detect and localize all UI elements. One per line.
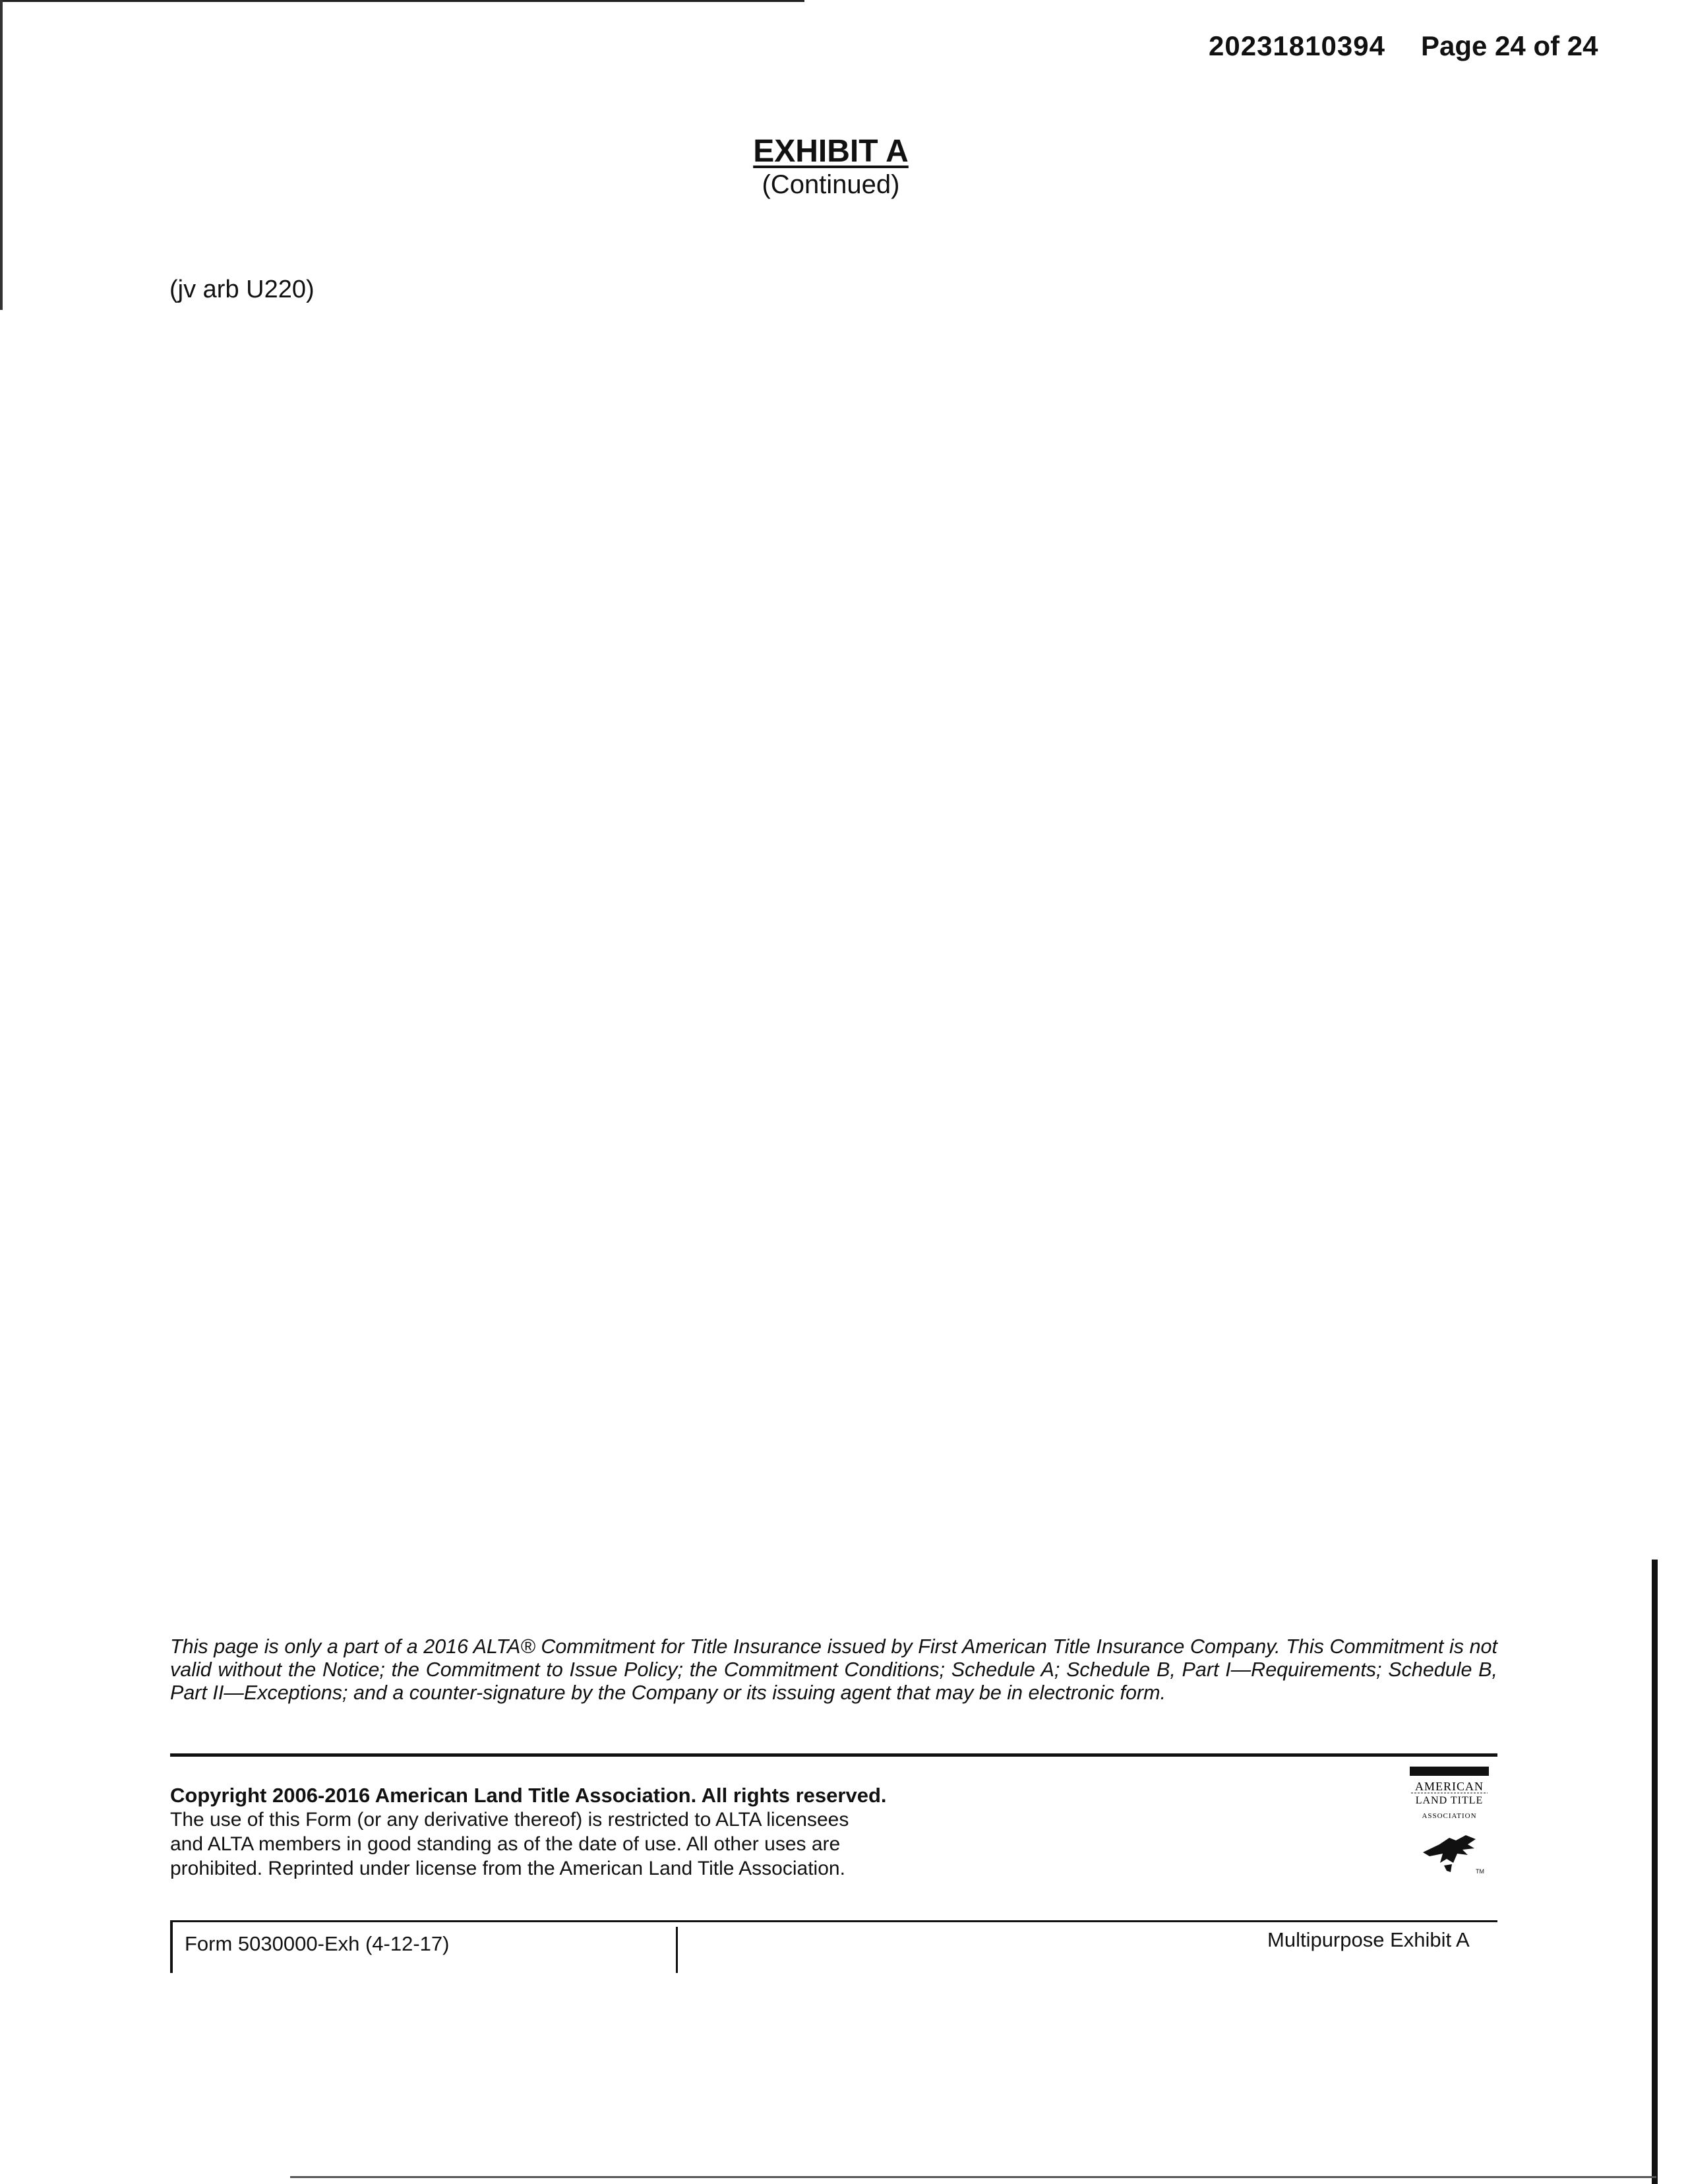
alta-logo bbox=[1403, 1767, 1502, 1892]
form-footer-divider bbox=[676, 1927, 678, 1973]
scan-edge-bottom bbox=[290, 2176, 1656, 2178]
form-id: Form 5030000-Exh (4-12-17) bbox=[185, 1932, 450, 1955]
copyright-line: The use of this Form (or any derivative thereof) is restricted to ALTA licensees bbox=[170, 1809, 849, 1831]
footer-divider bbox=[170, 1753, 1497, 1757]
copyright-line: and ALTA members in good standing as of the date of use. All other uses are bbox=[170, 1833, 841, 1855]
form-footer-rule bbox=[170, 1920, 1497, 1922]
svg-text:AMERICAN: AMERICAN bbox=[1414, 1780, 1484, 1793]
svg-text:ASSOCIATION: ASSOCIATION bbox=[1422, 1812, 1477, 1820]
scan-edge-right bbox=[1652, 1560, 1658, 2184]
page-indicator: Page 24 of 24 bbox=[1421, 30, 1598, 61]
copyright-block bbox=[170, 1783, 961, 1881]
document-number: 20231810394 bbox=[1209, 30, 1385, 61]
reference-code: (jv arb U220) bbox=[169, 276, 315, 303]
form-footer-left-border bbox=[170, 1920, 173, 1973]
eagle-icon bbox=[1423, 1835, 1484, 1875]
svg-text:LAND TITLE: LAND TITLE bbox=[1415, 1795, 1484, 1806]
exhibit-title bbox=[0, 133, 1662, 169]
exhibit-title-text: EXHIBIT A bbox=[753, 134, 909, 169]
scan-edge-top bbox=[0, 0, 804, 2]
svg-text:TM: TM bbox=[1476, 1868, 1484, 1875]
copyright-heading: Copyright 2006-2016 American Land Title Association. All rights reserved. bbox=[170, 1784, 887, 1807]
copyright-line: prohibited. Reprinted under license from the American Land Title Association. bbox=[170, 1858, 845, 1879]
exhibit-subtitle: (Continued) bbox=[762, 170, 900, 199]
form-name: Multipurpose Exhibit A bbox=[1267, 1928, 1470, 1951]
commitment-disclaimer: This page is only a part of a 2016 ALTA® Commitment for Title Insurance issued by First American Title Insurance Company. This Commitment is not valid without the Notice; the Commitment to Issue Policy; the Commitment Conditions; Schedule A; Schedule B, Part I—Requirements; Schedule B, Part II—Exceptions; and a counter-signature by the Company or its issuing agent that may be in electronic form. bbox=[170, 1635, 1497, 1704]
